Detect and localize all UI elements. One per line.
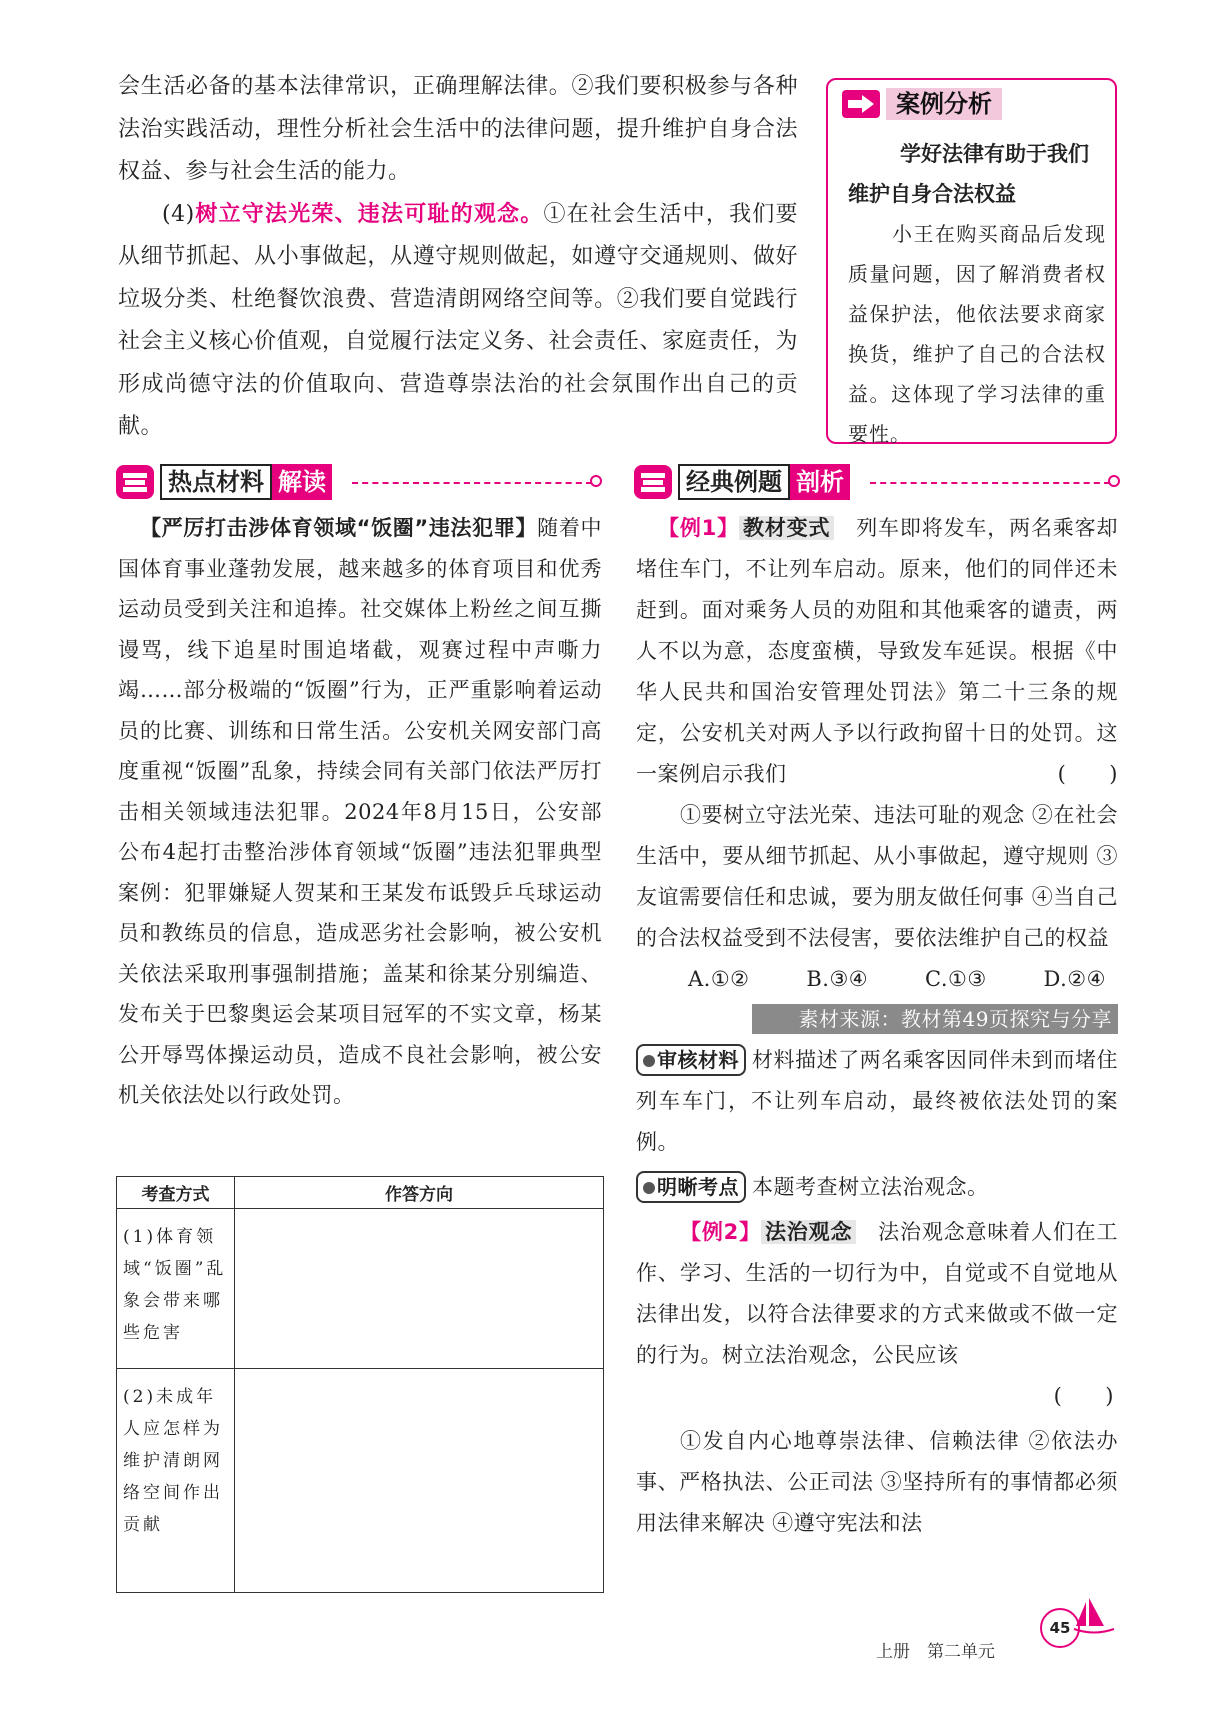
footer-text: 上册 第二单元 — [876, 1642, 995, 1662]
review-material-pill — [636, 1044, 746, 1076]
question-cell: (2)未成年人应怎样为维护清朗网络空间作出贡献 — [117, 1369, 235, 1593]
dot-icon — [643, 1055, 655, 1067]
example-text: 列车即将发车，两名乘客却堵住车门，不让列车启动。原来，他们的同伴还未赶到。面对乘务人员的劝阻和其他乘客的谴责，两人不以为意，态度蛮横，导致发车延误。根据《中华人民共和国治安管理处罚法》第二十三条的规定，公安机关对两人予以行政拘留十日的处罚。这一案例启示我们 — [636, 516, 1118, 786]
divider-line — [870, 482, 1110, 484]
answer-table — [116, 1176, 604, 1593]
divider-dot — [590, 475, 602, 487]
case-title: 案例分析 — [886, 88, 1002, 120]
example-text: 法治观念意味着人们在工作、学习、生活的一切行为中，自觉或不自觉地从法律出发，以符合法律要求的方式来做或不做一定的行为。树立法治观念，公民应该 — [636, 1220, 1119, 1367]
option-d[interactable]: D.②④ — [1043, 967, 1106, 991]
answer-blank[interactable]: ( ) — [1057, 762, 1118, 786]
paragraph-number: (4) — [162, 201, 195, 227]
example-2-items: ①发自内心地尊崇法律、信赖法律 ②依法办事、严格执法、公正司法 ③坚持所有的事情都必须用法律来解决 ④遵守宪法和法 — [636, 1429, 1118, 1535]
answer-blank[interactable]: ( ) — [1053, 1384, 1114, 1408]
top-paragraph-2 — [118, 194, 798, 449]
classic-example-label-2: 剖析 — [790, 464, 850, 500]
example-1-question — [636, 508, 1118, 795]
exam-point-pill — [636, 1171, 746, 1203]
option-a[interactable]: A.①② — [688, 967, 750, 991]
answer-cell[interactable] — [235, 1209, 604, 1369]
books-icon — [116, 465, 154, 499]
top-paragraph-1: 会生活必备的基本法律常识，正确理解法律。②我们要积极参与各种法治实践活动，理性分析社会生活中的法律问题，提升维护自身合法权益、参与社会生活的能力。 — [118, 74, 798, 184]
hot-material-title: 【严厉打击涉体育领域“饭圈”违法犯罪】 — [140, 516, 538, 540]
divider-line — [352, 482, 592, 484]
highlight-text: 树立守法光荣、违法可耻的观念。 — [194, 201, 544, 227]
review-material-text: 材料描述了两名乘客因同伴未到而堵住列车车门，不让列车启动，最终被依法处罚的案例。 — [636, 1048, 1118, 1154]
example-type: 教材变式 — [739, 516, 834, 540]
example-2-question — [636, 1212, 1118, 1376]
classic-example-header — [634, 462, 850, 502]
exam-point-text: 本题考查树立法治观念。 — [752, 1175, 989, 1199]
table-header: 考查方式 — [117, 1177, 235, 1209]
dot-icon — [643, 1182, 655, 1194]
example-1-items: ①要树立守法光荣、违法可耻的观念 ②在社会生活中，要从细节抓起、从小事做起，遵守规则 ③友谊需要信任和忠诚，要为朋友做任何事 ④当自己的合法权益受到不法侵害，要依法维护自己的权益 — [636, 803, 1118, 950]
pill-label: 审核材料 — [657, 1048, 739, 1072]
answer-cell[interactable] — [235, 1369, 604, 1593]
arrow-icon — [842, 90, 880, 118]
case-header — [842, 88, 1002, 120]
question-cell: (1)体育领域“饭圈”乱象会带来哪些危害 — [117, 1209, 235, 1369]
case-body: 小王在购买商品后发现质量问题，因了解消费者权益保护法，他依法要求商家换货，维护了自己的合法权益。这体现了学习法律的重要性。 — [848, 222, 1106, 446]
option-b[interactable]: B.③④ — [806, 967, 869, 991]
sailboat-icon — [1072, 1596, 1116, 1636]
divider-dot — [1108, 475, 1120, 487]
table-row — [117, 1369, 604, 1593]
example-1-options — [636, 959, 1118, 1000]
option-c[interactable]: C.①③ — [925, 967, 987, 991]
top-text — [118, 66, 798, 449]
paragraph-rest: ①在社会生活中，我们要从细节抓起、从小事做起，从遵守规则做起，如遵守交通规则、做好垃圾分类、杜绝餐饮浪费、营造清朗网络空间等。②我们要自觉践行社会主义核心价值观，自觉履行法定义务、社会责任、家庭责任，为形成尚德守法的价值取向、营造尊崇法治的社会氛围作出自己的贡献。 — [118, 201, 798, 439]
table-header: 作答方向 — [235, 1177, 604, 1209]
hot-material-label-2: 解读 — [272, 464, 332, 500]
hot-material-body — [118, 508, 602, 1116]
classic-example-body — [636, 508, 1118, 1544]
page-number: 45 — [1040, 1608, 1080, 1648]
exam-point — [636, 1167, 1118, 1208]
hot-material-header — [116, 462, 332, 502]
table-row — [117, 1209, 604, 1369]
hot-material-label: 热点材料 — [160, 464, 272, 500]
books-icon — [634, 465, 672, 499]
example-type: 法治观念 — [761, 1220, 856, 1244]
example-tag: 【例2】 — [680, 1220, 761, 1244]
source-bar: 素材来源：教材第49页探究与分享 — [752, 1004, 1118, 1034]
classic-example-label: 经典例题 — [678, 464, 790, 500]
hot-material-paragraph — [118, 508, 602, 1116]
hot-material-text: 随着中国体育事业蓬勃发展，越来越多的体育项目和优秀运动员受到关注和追捧。社交媒体上粉丝之间互撕谩骂，线下追星时围追堵截，观赛过程中声嘶力竭……部分极端的“饭圈”行为，正严重影响着运动员的比赛、训练和日常生活。公安机关网安部门高度重视“饭圈”乱象，持续会同有关部门依法严厉打击相关领域违法犯罪。2024年8月15日，公安部公布4起打击整治涉体育领域“饭圈”违法犯罪典型案例：犯罪嫌疑人贺某和王某发布诋毁乒乓球运动员和教练员的信息，造成恶劣社会影响，被公安机关依法采取刑事强制措施；盖某和徐某分别编造、发布关于巴黎奥运会某项目冠军的不实文章，杨某公开辱骂体操运动员，造成不良社会影响，被公安机关依法处以行政处罚。 — [118, 516, 602, 1107]
example-tag: 【例1】 — [658, 516, 739, 540]
review-material — [636, 1040, 1118, 1163]
pill-label: 明晰考点 — [657, 1175, 739, 1199]
case-subtitle: 学好法律有助于我们维护自身合法权益 — [848, 142, 1089, 206]
case-analysis-box — [826, 78, 1117, 444]
table-header-row — [117, 1177, 604, 1209]
